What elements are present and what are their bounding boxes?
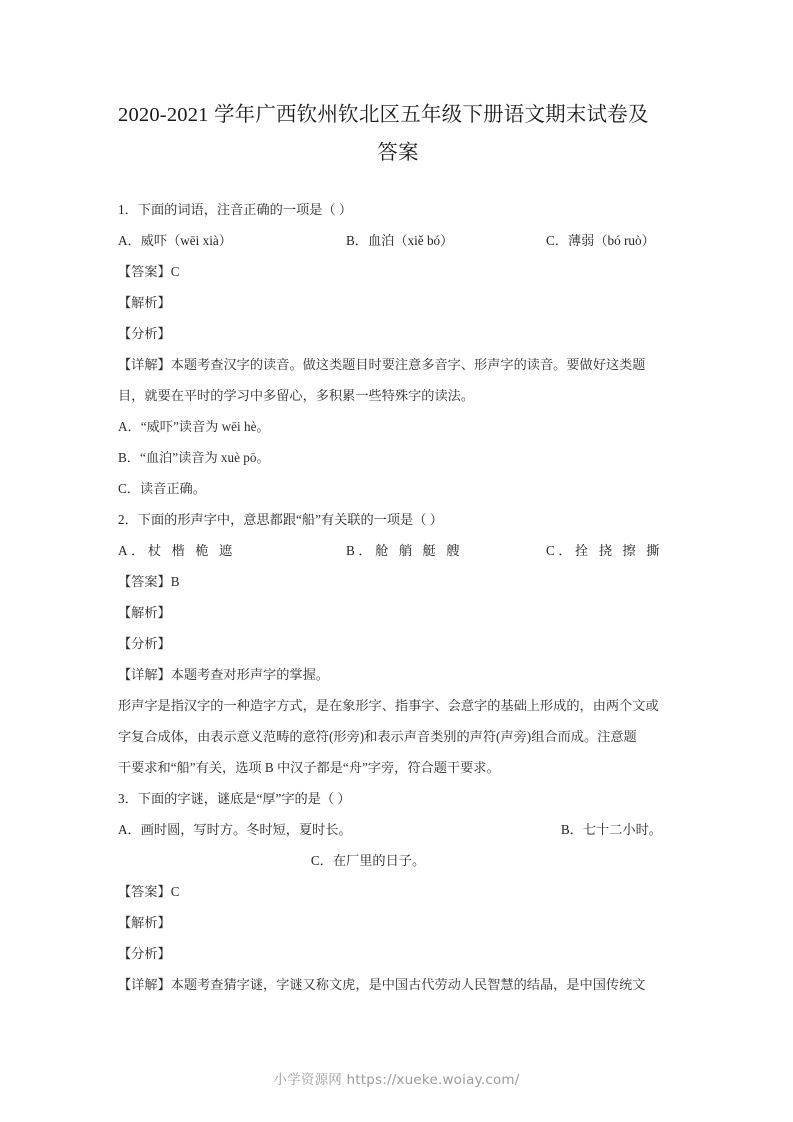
xiangjie-line: 【详解】本题考查对形声字的掌握。	[118, 667, 329, 682]
option-c[interactable]: C．拴 挠 擦 撕	[546, 543, 664, 558]
jiexi-label: 【解析】	[118, 915, 171, 930]
page-title-line-1: 2020-2021 学年广西钦州钦北区五年级下册语文期末试卷及	[118, 104, 649, 126]
question-options	[118, 535, 678, 566]
analysis-line: A．“威吓”读音为 wēi hè。	[118, 419, 270, 434]
footer-watermark	[0, 1068, 793, 1088]
document-content	[118, 96, 678, 1000]
option-b[interactable]: B．血泊（xiě bó）	[346, 233, 454, 248]
question-block-3	[118, 783, 678, 1000]
question-options	[118, 225, 678, 256]
xiangjie-text	[118, 969, 678, 1000]
answer-label: 【答案】B	[118, 574, 180, 589]
option-a[interactable]: A．画时圆，写时方。冬时短，夏时长。	[118, 822, 352, 837]
question-stem: 1．下面的词语，注音正确的一项是（ ）	[118, 202, 353, 217]
xiangjie-line: 目，就要在平时的学习中多留心，多积累一些特殊字的读法。	[118, 388, 475, 403]
question-stem: 3．下面的字谜，谜底是“厚”字的是（ ）	[118, 791, 351, 806]
analysis-line: 干要求和“船”有关，选项 B 中汉子都是“舟”字旁，符合题干要求。	[118, 760, 500, 775]
xiangjie-line: 【详解】本题考查汉字的读音。做这类题目时要注意多音字、形声字的读音。要做好这类题	[118, 357, 646, 372]
question-block-1	[118, 194, 678, 504]
xiangjie-text	[118, 349, 678, 411]
analysis-text	[118, 690, 678, 783]
answer-label: 【答案】C	[118, 264, 180, 279]
option-b[interactable]: B．七十二小时。	[560, 822, 662, 837]
analysis-line: C．读音正确。	[118, 481, 206, 496]
footer-url: https://xueke.woiay.com/	[346, 1072, 520, 1088]
answer-label: 【答案】C	[118, 884, 180, 899]
question-block-2	[118, 504, 678, 783]
page-title-line-2: 答案	[377, 142, 419, 164]
analysis-line: B．“血泊”读音为 xuè pō。	[118, 450, 270, 465]
option-b[interactable]: B．舱 艄 艇 艘	[346, 543, 464, 558]
fenxi-label: 【分析】	[118, 636, 171, 651]
jiexi-label: 【解析】	[118, 605, 171, 620]
page-title	[118, 96, 678, 172]
jiexi-label: 【解析】	[118, 295, 171, 310]
option-a[interactable]: A．威吓（wēi xià）	[118, 233, 232, 248]
fenxi-label: 【分析】	[118, 946, 171, 961]
xiangjie-text	[118, 659, 678, 690]
question-options	[118, 814, 678, 845]
option-c[interactable]: C．在厂里的日子。	[310, 853, 426, 868]
footer-site-name: 小学资源网	[273, 1072, 342, 1088]
fenxi-label: 【分析】	[118, 326, 171, 341]
option-a[interactable]: A．杖 楷 桅 遮	[118, 543, 236, 558]
analysis-line: 字复合成体，由表示意义范畴的意符(形旁)和表示声音类别的声符(声旁)组合而成。注意题	[118, 729, 637, 744]
analysis-text	[118, 411, 678, 504]
question-stem: 2．下面的形声字中，意思都跟“船”有关联的一项是（ ）	[118, 512, 443, 527]
xiangjie-line: 【详解】本题考查猜字谜，字谜又称文虎，是中国古代劳动人民智慧的结晶，是中国传统文	[118, 977, 646, 992]
option-c[interactable]: C．薄弱（bó ruò）	[546, 233, 655, 248]
analysis-line: 形声字是指汉字的一种造字方式，是在象形字、指事字、会意字的基础上形成的，由两个文或	[118, 698, 659, 713]
